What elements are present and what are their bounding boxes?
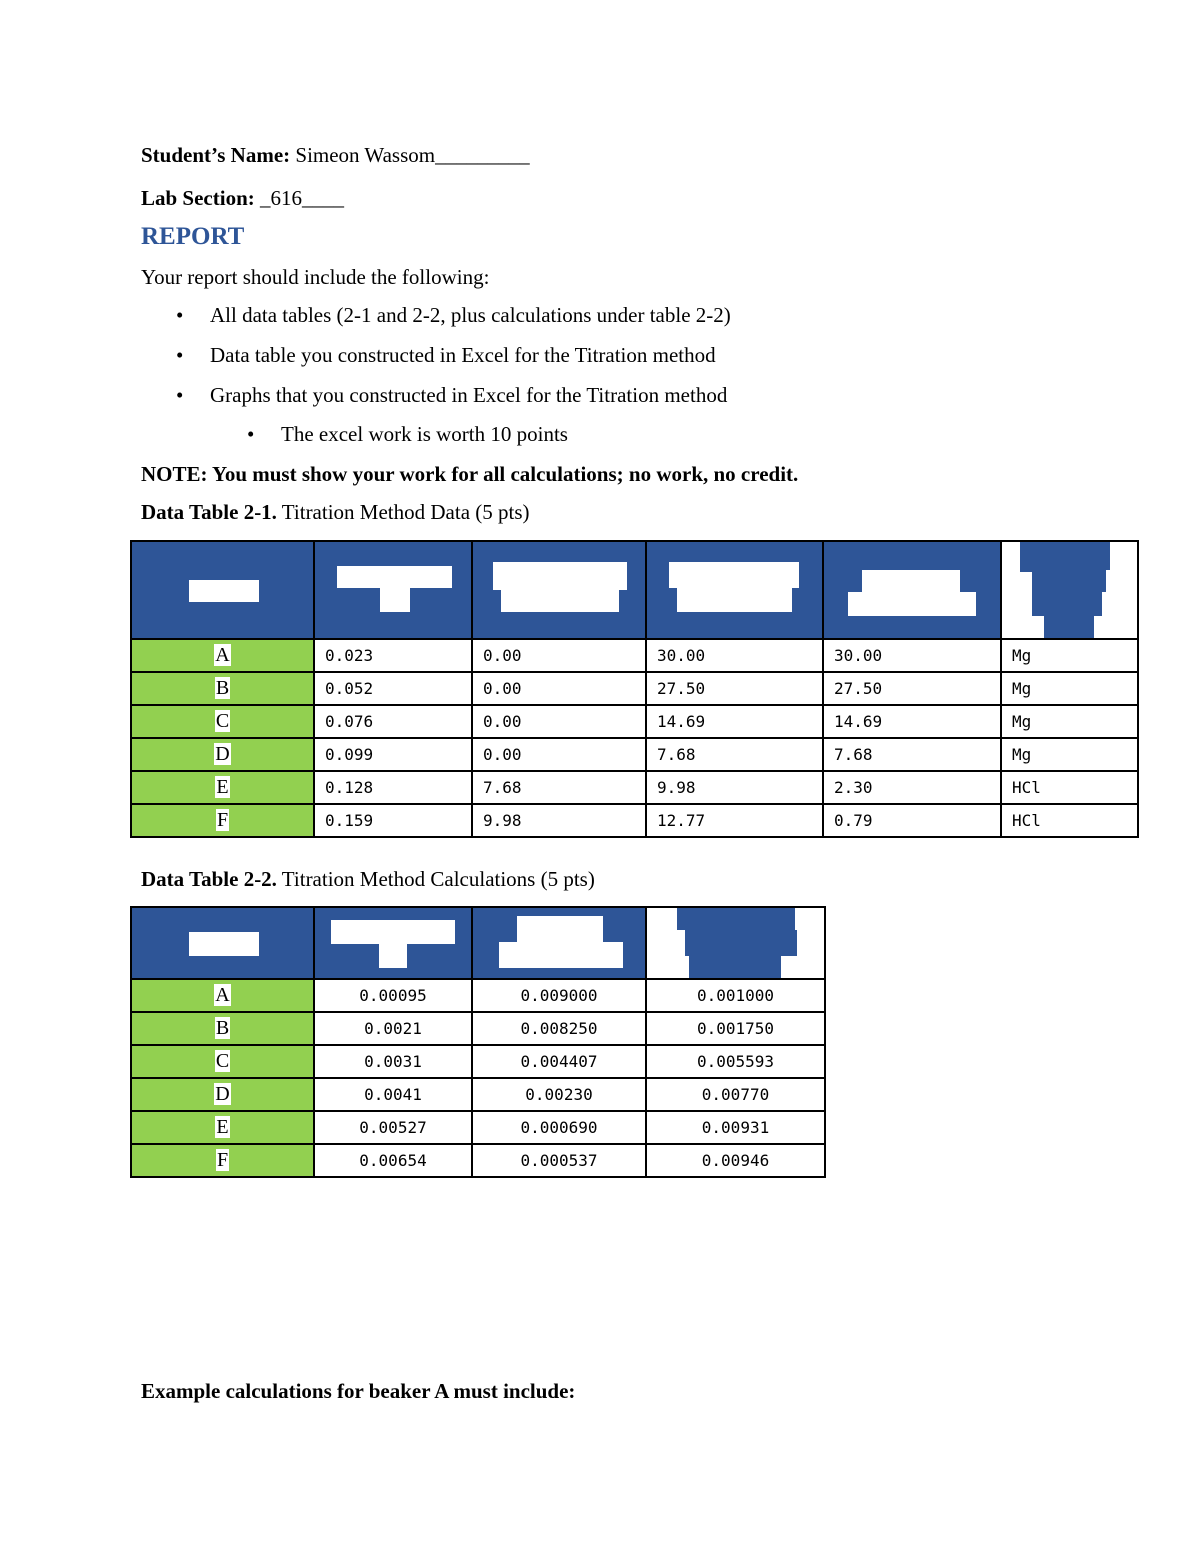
- beaker-label-cell: [131, 639, 314, 672]
- header-redaction-shape: [132, 908, 314, 978]
- data-cell: 0.001750: [646, 1012, 825, 1045]
- header-cell: [823, 541, 1001, 639]
- bullet-item: [176, 343, 716, 368]
- header-redaction-shape: [1002, 542, 1138, 638]
- beaker-label-cell: [131, 804, 314, 837]
- beaker-label: A: [215, 984, 230, 1006]
- table2-caption-text: Titration Method Calculations (5 pts): [276, 867, 595, 891]
- data-cell: 30.00: [823, 639, 1001, 672]
- report-heading: REPORT: [141, 223, 245, 250]
- beaker-label-cell: [131, 672, 314, 705]
- beaker-label: F: [216, 809, 229, 831]
- header-redaction-shape: [315, 908, 472, 978]
- data-cell: 0.076: [314, 705, 472, 738]
- data-cell: Mg: [1001, 639, 1138, 672]
- table-row: [131, 1012, 825, 1045]
- table-row: [131, 639, 1138, 672]
- header-redaction-shape: [647, 542, 823, 638]
- header-redaction-shape: [824, 542, 1001, 638]
- data-cell: 0.79: [823, 804, 1001, 837]
- beaker-label-cell: [131, 1012, 314, 1045]
- data-cell: 0.00770: [646, 1078, 825, 1111]
- data-cell: 0.005593: [646, 1045, 825, 1078]
- data-cell: 7.68: [823, 738, 1001, 771]
- table-row: [131, 979, 825, 1012]
- header-cell: [131, 541, 314, 639]
- table-row: [131, 1111, 825, 1144]
- data-cell: 0.099: [314, 738, 472, 771]
- data-cell: 0.00095: [314, 979, 472, 1012]
- header-cell: [1001, 541, 1138, 639]
- data-cell: 14.69: [646, 705, 823, 738]
- header-cell: [646, 907, 825, 979]
- table-header-row: [131, 907, 825, 979]
- lab-section-line: [141, 186, 344, 211]
- data-cell: 9.98: [646, 771, 823, 804]
- beaker-label: F: [216, 1149, 229, 1171]
- data-cell: 12.77: [646, 804, 823, 837]
- data-cell: 0.0021: [314, 1012, 472, 1045]
- data-cell: 0.000690: [472, 1111, 646, 1144]
- beaker-label: C: [215, 710, 230, 732]
- report-intro: Your report should include the following:: [141, 265, 490, 289]
- table-row: [131, 1078, 825, 1111]
- data-cell: 0.008250: [472, 1012, 646, 1045]
- data-cell: HCl: [1001, 771, 1138, 804]
- table-row: [131, 771, 1138, 804]
- data-cell: 0.00: [472, 672, 646, 705]
- data-cell: 0.00931: [646, 1111, 825, 1144]
- data-cell: 7.68: [646, 738, 823, 771]
- header-redaction-shape: [473, 908, 646, 978]
- table-row: [131, 672, 1138, 705]
- table-row: [131, 705, 1138, 738]
- data-cell: 0.00: [472, 639, 646, 672]
- table-row: [131, 1144, 825, 1177]
- beaker-label: B: [215, 677, 230, 699]
- data-cell: HCl: [1001, 804, 1138, 837]
- beaker-label: E: [216, 776, 229, 798]
- data-cell: 0.004407: [472, 1045, 646, 1078]
- beaker-label: A: [215, 644, 230, 666]
- table2-caption: [141, 867, 595, 892]
- data-cell: 30.00: [646, 639, 823, 672]
- header-cell: [314, 541, 472, 639]
- data-cell: 9.98: [472, 804, 646, 837]
- beaker-label-cell: [131, 705, 314, 738]
- data-table-2-1: [130, 540, 1139, 838]
- beaker-label-cell: [131, 1045, 314, 1078]
- beaker-label: D: [215, 743, 230, 765]
- data-cell: 0.000537: [472, 1144, 646, 1177]
- data-cell: 0.00527: [314, 1111, 472, 1144]
- student-name-line: [141, 143, 530, 168]
- sub-bullet-item: [247, 422, 568, 447]
- header-redaction-shape: [473, 542, 646, 638]
- data-cell: 7.68: [472, 771, 646, 804]
- data-cell: 0.128: [314, 771, 472, 804]
- data-cell: 0.0031: [314, 1045, 472, 1078]
- table-row: [131, 804, 1138, 837]
- header-cell: [314, 907, 472, 979]
- bullet-item: [176, 383, 727, 408]
- data-cell: 0.009000: [472, 979, 646, 1012]
- beaker-label-cell: [131, 738, 314, 771]
- data-cell: Mg: [1001, 705, 1138, 738]
- bullet-item: [176, 303, 731, 328]
- beaker-label: B: [215, 1017, 230, 1039]
- beaker-label-cell: [131, 979, 314, 1012]
- data-cell: 0.052: [314, 672, 472, 705]
- header-cell: [472, 541, 646, 639]
- data-cell: 2.30: [823, 771, 1001, 804]
- data-cell: Mg: [1001, 672, 1138, 705]
- bullet-text: Data table you constructed in Excel for the Titration method: [210, 343, 716, 367]
- data-cell: 27.50: [646, 672, 823, 705]
- table-row: [131, 738, 1138, 771]
- bullet-dot: •: [247, 422, 255, 446]
- header-cell: [131, 907, 314, 979]
- student-name-value: Simeon Wassom_________: [295, 143, 530, 167]
- table2-caption-number: Data Table 2-2.: [141, 867, 277, 891]
- data-cell: 14.69: [823, 705, 1001, 738]
- table-header-row: [131, 541, 1138, 639]
- bullet-dot: •: [176, 303, 184, 327]
- bullet-dot: •: [176, 343, 184, 367]
- data-cell: 0.00946: [646, 1144, 825, 1177]
- data-cell: 0.001000: [646, 979, 825, 1012]
- data-cell: 0.00: [472, 738, 646, 771]
- beaker-label-cell: [131, 1078, 314, 1111]
- sub-bullet-text: The excel work is worth 10 points: [281, 422, 568, 446]
- table1-caption-number: Data Table 2-1.: [141, 500, 277, 524]
- data-table-2-2: [130, 906, 826, 1178]
- lab-section-value: _616____: [260, 186, 345, 210]
- data-cell: 0.0041: [314, 1078, 472, 1111]
- note-line: NOTE: You must show your work for all calculations; no work, no credit.: [141, 462, 799, 486]
- data-cell: Mg: [1001, 738, 1138, 771]
- example-calculations-heading: Example calculations for beaker A must include:: [141, 1379, 576, 1403]
- student-name-label: Student’s Name:: [141, 143, 291, 167]
- beaker-label-cell: [131, 1144, 314, 1177]
- header-redaction-shape: [647, 908, 825, 978]
- data-cell: 0.00654: [314, 1144, 472, 1177]
- beaker-label: D: [215, 1083, 230, 1105]
- bullet-dot: •: [176, 383, 184, 407]
- header-cell: [472, 907, 646, 979]
- lab-section-label: Lab Section:: [141, 186, 255, 210]
- bullet-text: All data tables (2-1 and 2-2, plus calculations under table 2-2): [210, 303, 731, 327]
- data-cell: 0.00: [472, 705, 646, 738]
- beaker-label: C: [215, 1050, 230, 1072]
- header-cell: [646, 541, 823, 639]
- data-cell: 0.00230: [472, 1078, 646, 1111]
- data-cell: 0.023: [314, 639, 472, 672]
- table1-caption-text: Titration Method Data (5 pts): [276, 500, 530, 524]
- beaker-label: E: [216, 1116, 229, 1138]
- table-row: [131, 1045, 825, 1078]
- header-redaction-shape: [132, 542, 314, 638]
- beaker-label-cell: [131, 771, 314, 804]
- beaker-label-cell: [131, 1111, 314, 1144]
- table1-caption: [141, 500, 530, 525]
- data-cell: 27.50: [823, 672, 1001, 705]
- header-redaction-shape: [315, 542, 472, 638]
- bullet-text: Graphs that you constructed in Excel for the Titration method: [210, 383, 728, 407]
- data-cell: 0.159: [314, 804, 472, 837]
